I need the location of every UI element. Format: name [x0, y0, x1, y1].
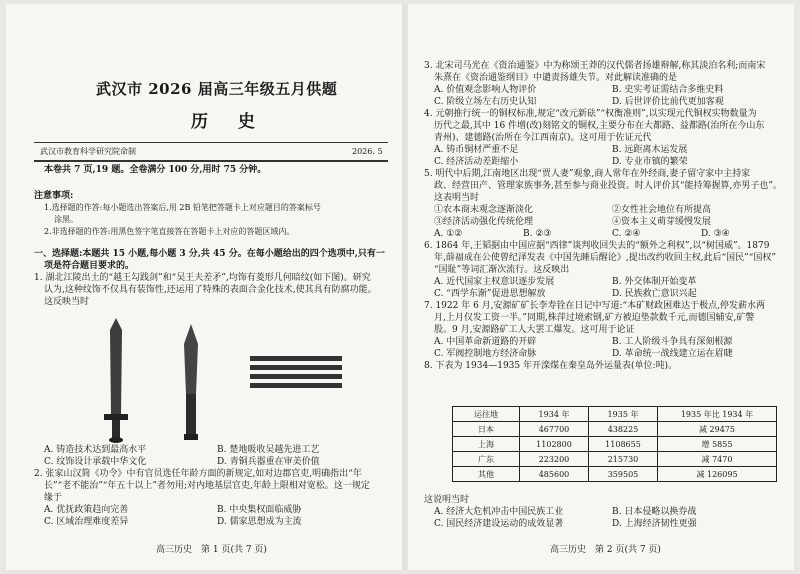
q2-option-a: A. 优抚政策趋向完善 — [44, 505, 129, 515]
q5-statement-3: ③经济活动强化传统伦理 — [434, 217, 534, 227]
q6-stem: 6. 1864 年,王韬据由中国应据“西律”谈判收回失去的“额外之利权”,以“树国威”。1879 — [424, 241, 770, 251]
q5-statement-2: ②女性社会地位有所提高 — [612, 205, 712, 215]
issuer: 武汉市教育科学研究院命制 — [40, 147, 136, 156]
section-heading-cont: 项是符合题目要求的。 — [44, 261, 135, 271]
q4-stem: 历代之最,其中 16 件增(改)刻铭文的铜权,主要分布在大都路、益都路(治所在今山东 — [434, 121, 765, 131]
q1-option-d: D. 青铜兵器重在审美价值 — [217, 457, 320, 467]
q7-option-c: C. 军阀控制地方经济命脉 — [434, 349, 537, 359]
table-cell: 减 126095 — [658, 467, 777, 482]
subject-title: 历 史 — [191, 112, 267, 132]
note-1-cont: 涂黑。 — [54, 215, 78, 224]
notes-title: 注意事项: — [34, 191, 74, 201]
page-fold — [402, 4, 408, 570]
q7-option-a: A. 中国革命新道路的开辟 — [434, 337, 537, 347]
q6-option-b: B. 外交体制开始变革 — [612, 277, 697, 287]
q8-option-c: C. 国民经济建设运动的成效显著 — [434, 519, 564, 529]
exam-summary: 本卷共 7 页,19 题。全卷满分 100 分,用时 75 分钟。 — [44, 165, 267, 175]
table-cell: 485600 — [520, 467, 589, 482]
q5-statement-1: ①农本商末观念逐渐淡化 — [434, 205, 534, 215]
q8-option-d: D. 上海经济韧性更强 — [612, 519, 697, 529]
q6-option-c: C. “西学东渐”促进思想解放 — [434, 289, 546, 299]
table-row — [453, 452, 777, 467]
q4-option-d: D. 专业市镇的繁荣 — [612, 157, 688, 167]
q2-stem: 2. 张家山汉简《功令》中有官员选任年龄方面的新规定,如对边郡官吏,明确指出“年 — [34, 469, 362, 479]
note-2: 2.非选择题的作答:用黑色签字笔直接答在答题卡上对应的答题区域内。 — [44, 227, 295, 236]
table-row — [453, 437, 777, 452]
q5-option-c: C. ②④ — [612, 229, 641, 239]
table-cell: 438225 — [589, 422, 658, 437]
table-cell: 1108655 — [589, 437, 658, 452]
exam-title: 武汉市 2026 届高三年级五月供题 — [96, 80, 338, 98]
q2-option-b: B. 中央集权面临威胁 — [217, 505, 302, 515]
section-heading: 一、选择题:本题共 15 小题,每小题 3 分,共 45 分。在每小题给出的四个选项中,只有一 — [34, 249, 385, 259]
table-cell: 上海 — [453, 437, 520, 452]
q6-stem: “国耻”等词汇渐次流行。这反映出 — [434, 265, 570, 275]
export-table — [452, 406, 777, 482]
table-header-cell: 1934 年 — [520, 407, 589, 422]
table-cell: 215730 — [589, 452, 658, 467]
q7-stem: 股。9 月,安源路矿工人大罢工爆发。这可用于论证 — [434, 325, 635, 335]
q7-stem: 月,上月仅发工资一半。”同期,株萍过境索钢,矿方被迫垫款数千元,而德国辅安,矿警 — [434, 313, 755, 323]
divider — [34, 142, 388, 143]
table-cell: 其他 — [453, 467, 520, 482]
q3-stem: 朱熹在《资治通鉴纲目》中谴责扬雄失节。对此解读准确的是 — [434, 73, 678, 83]
table-cell: 467700 — [520, 422, 589, 437]
page-footer: 高三历史 第 2 页(共 7 页) — [550, 545, 661, 555]
table-header-cell: 1935 年 — [589, 407, 658, 422]
q7-option-b: B. 工人阶级斗争具有深刻根源 — [612, 337, 733, 347]
table-cell: 日本 — [453, 422, 520, 437]
q1-stem: 1. 湖北江陵出土的“越王勾践剑”和“吴王夫差矛”,均饰有菱形几何暗纹(如下图)。研究 — [34, 273, 371, 283]
table-header-row — [453, 407, 777, 422]
issue-date: 2026. 5 — [352, 147, 383, 156]
q3-stem: 3. 北宋司马光在《资治通鉴》中为称颂王莽的汉代儒者扬雄辩解,称其淡泊名利;而南宋 — [424, 61, 766, 71]
table-cell: 增 5855 — [658, 437, 777, 452]
q6-option-d: D. 民族救亡意识兴起 — [612, 289, 697, 299]
q6-option-a: A. 近代国家主权意识逐步发展 — [434, 277, 555, 287]
note-1: 1.选择题的作答:每小题选出答案后,用 2B 铅笔把答题卡上对应题目的答案标号 — [44, 203, 321, 212]
table-cell: 223200 — [520, 452, 589, 467]
q1-stem: 这反映当时 — [44, 297, 90, 307]
q3-option-b: B. 史实考证需结合多维史料 — [612, 85, 724, 95]
q1-option-a: A. 铸造技术达到最高水平 — [44, 445, 147, 455]
sword-image — [96, 316, 136, 446]
q2-option-c: C. 区域治理难度差异 — [44, 517, 129, 527]
table-row — [453, 467, 777, 482]
q4-option-b: B. 远距离木运发展 — [612, 145, 688, 155]
q7-option-d: D. 革命统一战线建立运在眉睫 — [612, 349, 733, 359]
table-header-cell: 1935 年比 1934 年 — [658, 407, 777, 422]
table-cell: 1102800 — [520, 437, 589, 452]
diamond-pattern-image — [250, 354, 342, 392]
q4-option-a: A. 铸币铜材严重不足 — [434, 145, 519, 155]
divider — [34, 160, 388, 162]
table-cell: 减 29475 — [658, 422, 777, 437]
q5-option-a: A. ①② — [434, 229, 463, 239]
spear-image — [176, 322, 206, 446]
q2-stem: 长”“老不能治”“年五十以上”者勿用;对内地基层官吏,年龄上限相对宽松。这一规定 — [44, 481, 370, 491]
q2-option-d: D. 儒家思想成为主流 — [217, 517, 302, 527]
q8-stem: 8. 下表为 1934—1935 年开滦煤在秦皇岛外运量表(单位:吨)。 — [424, 361, 678, 371]
table-header-cell: 运往地 — [453, 407, 520, 422]
q4-stem: 4. 元朝推行统一的铜权标准,规定“改元新砝”“权衡准则”,以实现元代铜权实物数量为 — [424, 109, 757, 119]
q1-stem: 认为,这种纹饰不仅具有装饰性,还运用了特殊的表面合金化技术,使其具有防腐功能。 — [44, 285, 377, 295]
q8-option-b: B. 日本侵略以换券战 — [612, 507, 697, 517]
q5-statement-4: ④资本主义萌芽缓慢发展 — [612, 217, 712, 227]
q3-option-d: D. 后世评价比前代更加客观 — [612, 97, 724, 107]
q5-option-d: D. ③④ — [701, 229, 730, 239]
exam-sheet — [6, 4, 794, 570]
q8-question: 这说明当时 — [424, 495, 470, 505]
q3-option-a: A. 价值观念影响人物评价 — [434, 85, 537, 95]
q7-stem: 7. 1922 年 6 月,安源矿矿长李寿铨在日记中写道:“本矿财政困难达于极点,停发薪水两 — [424, 301, 766, 311]
table-cell: 广东 — [453, 452, 520, 467]
q1-option-b: B. 楚地吸收吴越先进工艺 — [217, 445, 320, 455]
q2-stem: 缘于 — [44, 493, 63, 503]
q4-stem: 青州)、建德路(治所在今江西南京)。这可用于佐证元代 — [434, 133, 652, 143]
q5-stem: 政、经营田产、管理家族事务,甚至参与商业投资。时人评价其“能持筹握算,亦男子也”。这表明当时 — [434, 181, 782, 203]
page-footer: 高三历史 第 1 页(共 7 页) — [156, 545, 267, 555]
q1-option-c: C. 纹饰设计承载中华文化 — [44, 457, 147, 467]
table-cell: 359505 — [589, 467, 658, 482]
q3-option-c: C. 阶级立场左右历史认知 — [434, 97, 537, 107]
q6-stem: 年,薛福成在公使曾纪泽发表《中国先睡后醒论》,提出改约收回主权,此后“国民”“国权” — [434, 253, 776, 263]
q5-option-b: B. ②③ — [523, 229, 552, 239]
page-1 — [6, 4, 400, 570]
q5-stem: 5. 明代中后期,江南地区出现“贾人妻”观象,商人常年在外经商,妻子留守家中主持家 — [424, 169, 751, 179]
table-cell: 减 7470 — [658, 452, 777, 467]
q4-option-c: C. 经济活动差距缩小 — [434, 157, 519, 167]
table-row — [453, 422, 777, 437]
q8-option-a: A. 经济大危机冲击中国民族工业 — [434, 507, 564, 517]
page-2 — [410, 4, 794, 570]
